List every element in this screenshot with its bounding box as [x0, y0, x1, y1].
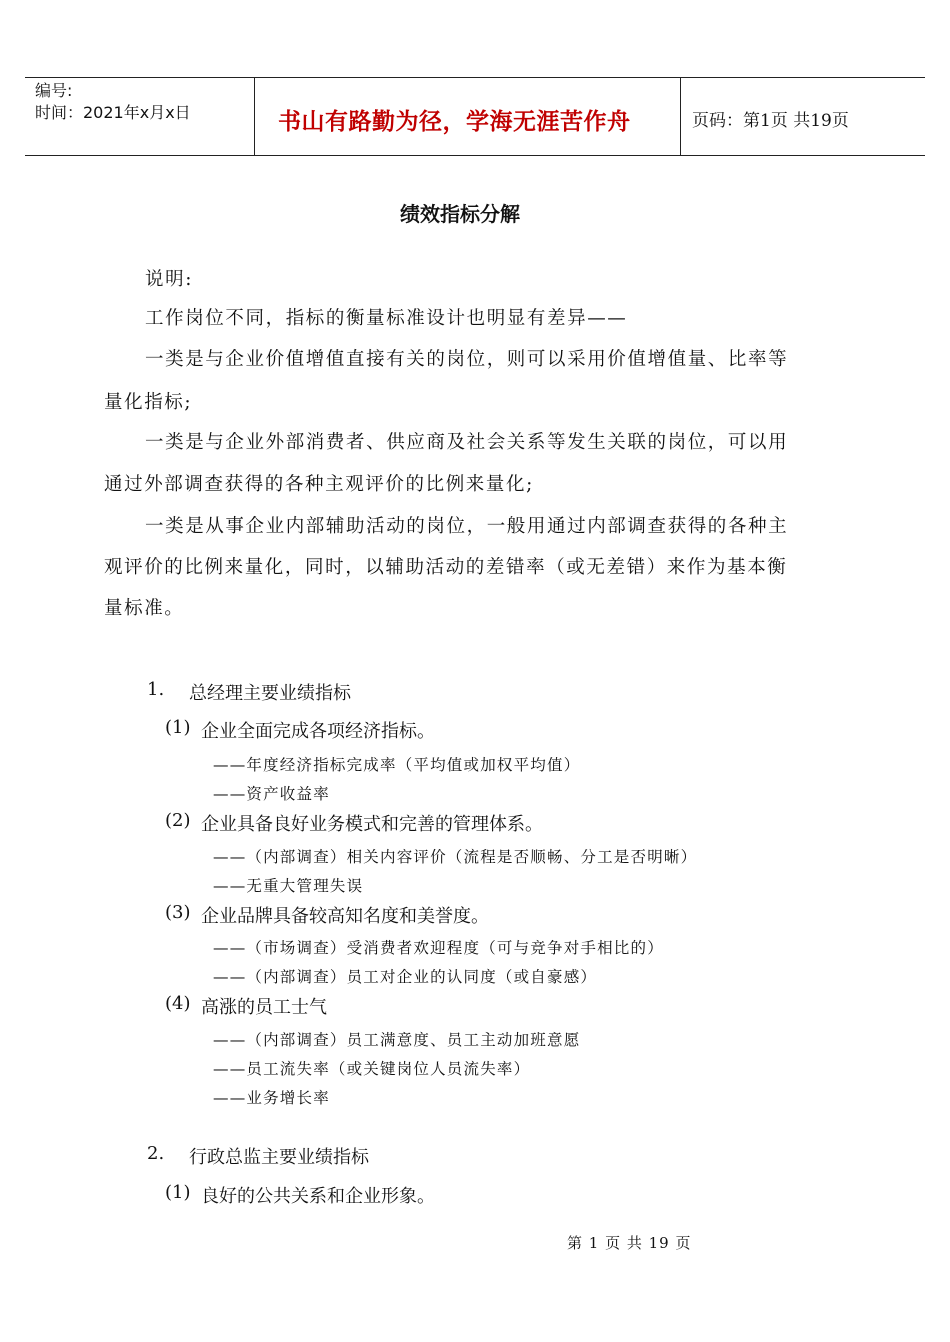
- header-divider-left: [254, 77, 255, 156]
- indicator-item: ——业务增长率: [213, 1089, 330, 1107]
- intro-line: 一类是与企业外部消费者、供应商及社会关系等发生关联的岗位，可以用: [145, 432, 789, 453]
- indicator-item: ——（内部调查）员工满意度、员工主动加班意愿: [213, 1031, 581, 1049]
- document-number-label: 编号:: [35, 81, 73, 100]
- intro-line: 量化指标;: [104, 392, 193, 413]
- header-page-info: 页码：第1页 共19页: [692, 111, 849, 131]
- indicator-item: ——（内部调查）相关内容评价（流程是否顺畅、分工是否明晰）: [213, 848, 698, 866]
- page-footer: 第 1 页 共 19 页: [567, 1234, 692, 1252]
- indicator-item: ——（内部调查）员工对企业的认同度（或自豪感）: [213, 968, 598, 986]
- intro-line: 量标准。: [104, 598, 185, 619]
- indicator-item: ——员工流失率（或关键岗位人员流失率）: [213, 1060, 531, 1078]
- subsection-label: (1): [165, 1182, 191, 1203]
- indicator-item: ——年度经济指标完成率（平均值或加权平均值）: [213, 756, 581, 774]
- intro-line: 一类是从事企业内部辅助活动的岗位，一般用通过内部调查获得的各种主: [145, 516, 789, 537]
- subsection-label: (1): [165, 717, 191, 738]
- header-top-rule: [25, 77, 925, 78]
- subsection-text: 企业品牌具备较高知名度和美誉度。: [201, 906, 489, 927]
- section-title: 总经理主要业绩指标: [189, 683, 351, 704]
- subsection-text: 良好的公共关系和企业形象。: [201, 1186, 435, 1207]
- indicator-item: ——无重大管理失误: [213, 877, 364, 895]
- section-number: 2.: [147, 1143, 165, 1164]
- header-divider-right: [680, 77, 681, 156]
- subsection-text: 企业全面完成各项经济指标。: [201, 721, 435, 742]
- subsection-label: (3): [165, 902, 191, 923]
- header-bottom-rule: [25, 155, 925, 156]
- subsection-label: (4): [165, 993, 191, 1014]
- document-title: 绩效指标分解: [400, 202, 520, 226]
- intro-line: 说明:: [145, 269, 194, 290]
- section-number: 1.: [147, 679, 165, 700]
- section-title: 行政总监主要业绩指标: [189, 1147, 369, 1168]
- intro-line: 通过外部调查获得的各种主观评价的比例来量化;: [104, 474, 534, 495]
- subsection-text: 高涨的员工士气: [201, 997, 327, 1018]
- intro-line: 一类是与企业价值增值直接有关的岗位，则可以采用价值增值量、比率等: [145, 349, 789, 370]
- header-motto: 书山有路勤为径，学海无涯苦作舟: [278, 109, 631, 135]
- intro-line: 工作岗位不同，指标的衡量标准设计也明显有差异——: [145, 308, 628, 329]
- subsection-label: (2): [165, 810, 191, 831]
- indicator-item: ——（市场调查）受消费者欢迎程度（可与竞争对手相比的）: [213, 939, 664, 957]
- document-time-label: 时间：2021年x月x日: [35, 103, 191, 122]
- intro-line: 观评价的比例来量化，同时，以辅助活动的差错率（或无差错）来作为基本衡: [104, 557, 788, 578]
- indicator-item: ——资产收益率: [213, 785, 330, 803]
- subsection-text: 企业具备良好业务模式和完善的管理体系。: [201, 814, 543, 835]
